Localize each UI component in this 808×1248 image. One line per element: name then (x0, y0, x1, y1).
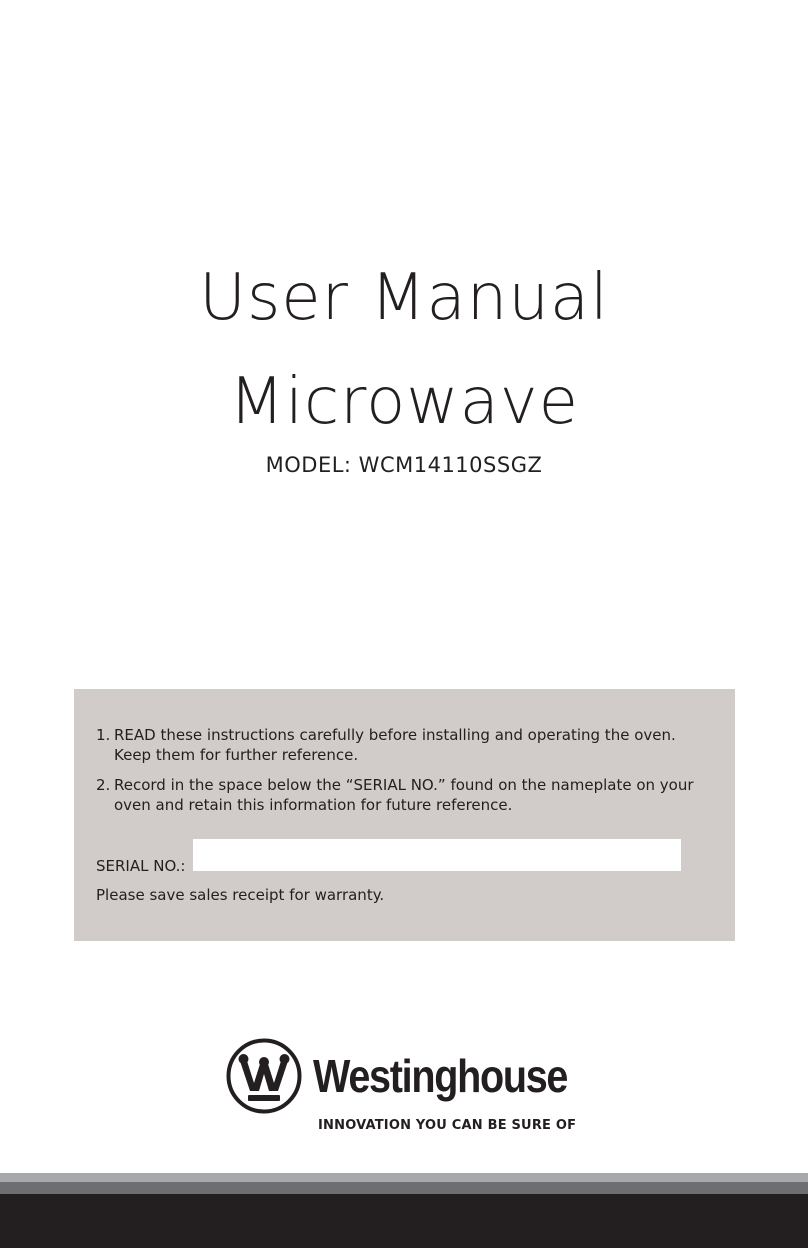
model-number: MODEL: WCM14110SSGZ (265, 453, 543, 477)
instruction-item (96, 725, 706, 765)
westinghouse-w-icon (226, 1038, 302, 1114)
footer-band-light (0, 1173, 808, 1182)
instruction-number: 2. (96, 776, 111, 794)
instruction-number: 1. (96, 726, 111, 744)
title-microwave: Microwave (228, 365, 580, 439)
footer-band-mid (0, 1182, 808, 1194)
brand-tagline: INNOVATION YOU CAN BE SURE OF (318, 1118, 577, 1133)
footer-band-dark (0, 1194, 808, 1248)
serial-number-field[interactable] (193, 839, 681, 871)
serial-number-label: SERIAL NO.: (96, 857, 186, 875)
brand-name: Westinghouse (313, 1050, 568, 1102)
instructions-notice-box (74, 689, 735, 941)
instruction-text: READ these instructions carefully before installing and operating the oven. Keep them for further reference. (114, 726, 676, 764)
instruction-text: Record in the space below the “SERIAL NO.” found on the nameplate on your oven and retain this information for future reference. (114, 776, 694, 814)
title-user-manual: User Manual (199, 261, 609, 335)
instruction-item (96, 775, 706, 815)
receipt-note: Please save sales receipt for warranty. (96, 886, 385, 904)
